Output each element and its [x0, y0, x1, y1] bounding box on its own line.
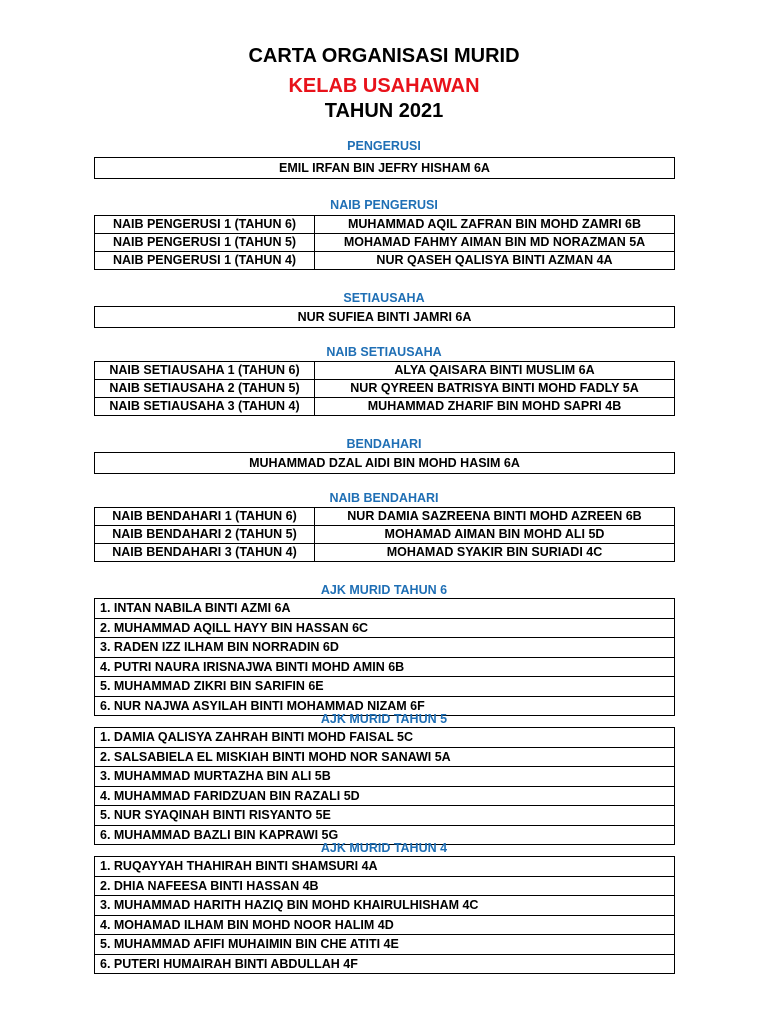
- name-cell: MOHAMAD AIMAN BIN MOHD ALI 5D: [315, 526, 675, 544]
- member-name: 2. MUHAMMAD AQILL HAYY BIN HASSAN 6C: [95, 618, 675, 638]
- naib-bendahari-heading: NAIB BENDAHARI: [329, 491, 439, 505]
- table-row: [95, 216, 675, 234]
- table-row: [95, 508, 675, 526]
- role-cell: NAIB PENGERUSI 1 (TAHUN 4): [95, 252, 315, 270]
- member-name: 5. NUR SYAQINAH BINTI RISYANTO 5E: [95, 806, 675, 826]
- member-name: 4. MOHAMAD ILHAM BIN MOHD NOOR HALIM 4D: [95, 915, 675, 935]
- list-item: [95, 618, 675, 638]
- setiausaha-name: NUR SUFIEA BINTI JAMRI 6A: [94, 306, 675, 328]
- table-row: [95, 362, 675, 380]
- list-item: [95, 896, 675, 916]
- ajk-tahun-5-list: [94, 727, 675, 845]
- bendahari-name: MUHAMMAD DZAL AIDI BIN MOHD HASIM 6A: [94, 452, 675, 474]
- list-item: [95, 806, 675, 826]
- document-title: CARTA ORGANISASI MURID: [248, 45, 520, 67]
- list-item: [95, 767, 675, 787]
- member-name: 5. MUHAMMAD AFIFI MUHAIMIN BIN CHE ATITI 4E: [95, 935, 675, 955]
- member-name: 1. RUQAYYAH THAHIRAH BINTI SHAMSURI 4A: [95, 857, 675, 877]
- club-name: KELAB USAHAWAN: [288, 75, 480, 97]
- role-cell: NAIB BENDAHARI 2 (TAHUN 5): [95, 526, 315, 544]
- bendahari-heading: BENDAHARI: [346, 437, 422, 451]
- member-name: 3. RADEN IZZ ILHAM BIN NORRADIN 6D: [95, 638, 675, 658]
- name-cell: MOHAMAD SYAKIR BIN SURIADI 4C: [315, 544, 675, 562]
- member-name: 5. MUHAMMAD ZIKRI BIN SARIFIN 6E: [95, 677, 675, 697]
- table-row: [95, 234, 675, 252]
- document-year: TAHUN 2021: [324, 100, 444, 122]
- table-row: [95, 526, 675, 544]
- name-cell: NUR QYREEN BATRISYA BINTI MOHD FADLY 5A: [315, 380, 675, 398]
- table-row: [95, 398, 675, 416]
- naib-setiausaha-heading: NAIB SETIAUSAHA: [326, 345, 442, 359]
- role-cell: NAIB BENDAHARI 3 (TAHUN 4): [95, 544, 315, 562]
- naib-pengerusi-table: [94, 215, 675, 270]
- name-cell: MOHAMAD FAHMY AIMAN BIN MD NORAZMAN 5A: [315, 234, 675, 252]
- naib-pengerusi-heading: NAIB PENGERUSI: [330, 198, 438, 212]
- role-cell: NAIB SETIAUSAHA 3 (TAHUN 4): [95, 398, 315, 416]
- member-name: 1. INTAN NABILA BINTI AZMI 6A: [95, 599, 675, 619]
- list-item: [95, 857, 675, 877]
- list-item: [95, 876, 675, 896]
- name-cell: NUR DAMIA SAZREENA BINTI MOHD AZREEN 6B: [315, 508, 675, 526]
- naib-setiausaha-table: [94, 361, 675, 416]
- name-cell: MUHAMMAD AQIL ZAFRAN BIN MOHD ZAMRI 6B: [315, 216, 675, 234]
- name-cell: ALYA QAISARA BINTI MUSLIM 6A: [315, 362, 675, 380]
- member-name: 1. DAMIA QALISYA ZAHRAH BINTI MOHD FAISAL 5C: [95, 728, 675, 748]
- role-cell: NAIB PENGERUSI 1 (TAHUN 6): [95, 216, 315, 234]
- list-item: [95, 638, 675, 658]
- name-cell: NUR QASEH QALISYA BINTI AZMAN 4A: [315, 252, 675, 270]
- role-cell: NAIB BENDAHARI 1 (TAHUN 6): [95, 508, 315, 526]
- list-item: [95, 728, 675, 748]
- ajk-tahun-4-list: [94, 856, 675, 974]
- member-name: 6. NUR NAJWA ASYILAH BINTI MOHAMMAD NIZAM 6F: [95, 696, 675, 716]
- member-name: 3. MUHAMMAD MURTAZHA BIN ALI 5B: [95, 767, 675, 787]
- table-row: [95, 252, 675, 270]
- list-item: [95, 657, 675, 677]
- name-cell: MUHAMMAD ZHARIF BIN MOHD SAPRI 4B: [315, 398, 675, 416]
- setiausaha-heading: SETIAUSAHA: [343, 291, 425, 305]
- table-row: [95, 380, 675, 398]
- member-name: 3. MUHAMMAD HARITH HAZIQ BIN MOHD KHAIRULHISHAM 4C: [95, 896, 675, 916]
- table-row: [95, 544, 675, 562]
- ajk-tahun-6-heading: AJK MURID TAHUN 6: [320, 583, 448, 597]
- ajk-tahun-4-heading: AJK MURID TAHUN 4: [320, 841, 448, 855]
- member-name: 4. PUTRI NAURA IRISNAJWA BINTI MOHD AMIN 6B: [95, 657, 675, 677]
- list-item: [95, 954, 675, 974]
- pengerusi-heading: PENGERUSI: [347, 139, 421, 153]
- ajk-tahun-6-list: [94, 598, 675, 716]
- naib-bendahari-table: [94, 507, 675, 562]
- role-cell: NAIB PENGERUSI 1 (TAHUN 5): [95, 234, 315, 252]
- role-cell: NAIB SETIAUSAHA 2 (TAHUN 5): [95, 380, 315, 398]
- member-name: 6. MUHAMMAD BAZLI BIN KAPRAWI 5G: [95, 825, 675, 845]
- list-item: [95, 599, 675, 619]
- list-item: [95, 935, 675, 955]
- member-name: 6. PUTERI HUMAIRAH BINTI ABDULLAH 4F: [95, 954, 675, 974]
- member-name: 2. DHIA NAFEESA BINTI HASSAN 4B: [95, 876, 675, 896]
- list-item: [95, 677, 675, 697]
- ajk-tahun-5-heading: AJK MURID TAHUN 5: [320, 712, 448, 726]
- list-item: [95, 915, 675, 935]
- member-name: 2. SALSABIELA EL MISKIAH BINTI MOHD NOR SANAWI 5A: [95, 747, 675, 767]
- member-name: 4. MUHAMMAD FARIDZUAN BIN RAZALI 5D: [95, 786, 675, 806]
- role-cell: NAIB SETIAUSAHA 1 (TAHUN 6): [95, 362, 315, 380]
- list-item: [95, 786, 675, 806]
- pengerusi-name: EMIL IRFAN BIN JEFRY HISHAM 6A: [94, 157, 675, 179]
- list-item: [95, 747, 675, 767]
